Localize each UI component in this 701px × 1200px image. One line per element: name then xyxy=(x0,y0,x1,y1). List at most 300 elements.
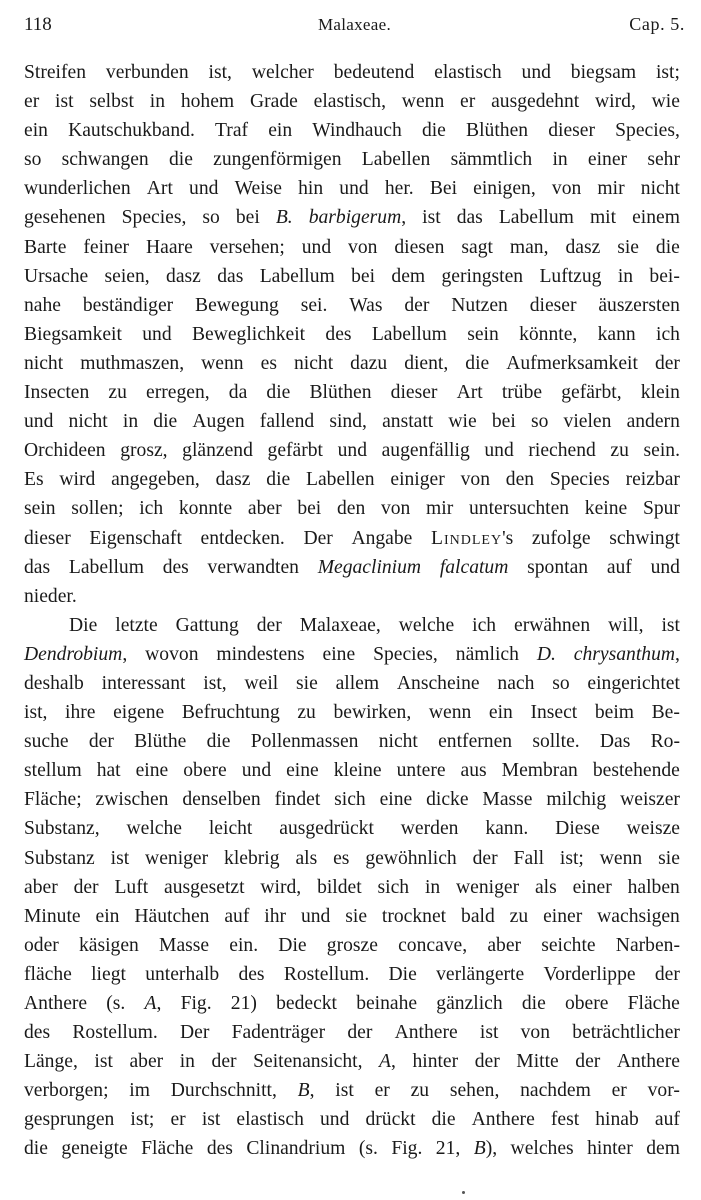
word: sei. xyxy=(300,294,328,316)
word: von xyxy=(551,178,582,200)
text-line xyxy=(24,960,680,989)
word: Blüthen xyxy=(309,382,372,404)
text-line xyxy=(24,87,680,116)
word: untersuchten xyxy=(468,498,570,520)
word: Ursache xyxy=(24,265,89,287)
word: auf xyxy=(606,556,632,578)
word: das xyxy=(456,207,483,229)
text-line xyxy=(24,785,680,814)
word: einiger xyxy=(390,469,445,491)
italic-word: B xyxy=(297,1080,310,1102)
word: auf xyxy=(654,1109,680,1131)
text-line xyxy=(24,1134,680,1163)
word: welche xyxy=(126,818,182,840)
word: ich xyxy=(472,614,497,636)
word: sein. xyxy=(643,440,680,462)
word xyxy=(298,1076,315,1105)
word: einer xyxy=(587,149,628,171)
word: und xyxy=(142,323,172,345)
word xyxy=(145,989,162,1018)
page-number: 118 xyxy=(24,14,52,35)
word: Fläche xyxy=(627,993,680,1014)
word: ist xyxy=(201,1109,221,1131)
word: versehen; xyxy=(209,236,285,258)
word: aber xyxy=(247,498,282,520)
word: (s. xyxy=(106,993,126,1014)
word: wird xyxy=(59,469,96,491)
word: ), xyxy=(485,1138,498,1160)
word: Art xyxy=(456,382,483,404)
word: käsigen xyxy=(79,934,139,956)
word: ein. xyxy=(229,934,259,956)
text-line xyxy=(24,436,680,465)
word: er xyxy=(374,1080,390,1102)
word: sein xyxy=(467,323,499,345)
word: der xyxy=(654,352,680,374)
word: auf xyxy=(224,905,250,927)
word: weniger xyxy=(145,847,209,869)
text-line xyxy=(24,698,680,727)
italic-word: A xyxy=(144,993,157,1014)
word: nicht xyxy=(640,178,680,200)
word: Species xyxy=(549,469,610,491)
word: Labellum xyxy=(498,207,574,229)
word: Anthere xyxy=(616,1051,680,1073)
word: gesehenen xyxy=(24,207,106,229)
page-header xyxy=(24,14,685,40)
word: anstatt xyxy=(382,411,434,433)
word: seichte xyxy=(541,934,596,956)
word: keine xyxy=(584,498,628,520)
word: in xyxy=(617,265,634,287)
word: die xyxy=(465,352,490,374)
word: aber xyxy=(24,876,58,898)
word: letzte xyxy=(115,614,158,636)
word: Fläche; xyxy=(24,789,82,811)
word: hin xyxy=(298,178,324,200)
word: her. xyxy=(384,178,414,200)
word: schwangen xyxy=(61,149,149,171)
word: der xyxy=(404,294,430,316)
word: des xyxy=(206,1138,233,1160)
word: Insect xyxy=(530,702,578,724)
text-line xyxy=(24,931,680,960)
word: als xyxy=(534,876,557,898)
word: er xyxy=(460,91,476,113)
word: Ro- xyxy=(650,731,680,753)
word: einer xyxy=(572,876,612,898)
word: hat xyxy=(96,760,121,782)
word: allem xyxy=(335,672,380,694)
text-line xyxy=(24,902,680,931)
word: dieser xyxy=(548,120,595,142)
text-line xyxy=(24,553,680,582)
word: spontan xyxy=(527,556,589,578)
word: seien, xyxy=(104,265,150,287)
word: die xyxy=(206,731,231,753)
word xyxy=(474,1134,497,1163)
text-line xyxy=(24,727,680,756)
word: leicht xyxy=(208,818,253,840)
word: ist xyxy=(94,1051,113,1073)
text-line xyxy=(24,349,680,378)
word: bedeckt xyxy=(276,993,338,1014)
word: Species, xyxy=(373,643,438,665)
word: und xyxy=(301,236,332,258)
word: Minute xyxy=(24,905,81,927)
word: den xyxy=(336,498,366,520)
word: erwähnen xyxy=(514,614,591,636)
word: Art xyxy=(146,178,173,200)
word: Traf xyxy=(215,120,249,142)
word: der xyxy=(347,1022,373,1044)
word: gesprungen xyxy=(24,1109,115,1131)
word: kann. xyxy=(485,818,529,840)
word: es xyxy=(260,352,277,374)
word: dem xyxy=(391,265,426,287)
word: elastisch, xyxy=(313,91,386,113)
word: Eigenschaft xyxy=(89,527,182,549)
italic-word: Dendrobium xyxy=(24,643,123,665)
word: bewirken, xyxy=(333,702,412,724)
word: wovon xyxy=(145,643,199,665)
word: obere xyxy=(183,760,227,782)
text-line xyxy=(24,291,680,320)
word: Blüthen xyxy=(466,120,529,142)
word: dem xyxy=(646,1138,680,1160)
word: denselben xyxy=(182,789,261,811)
word: vor- xyxy=(647,1080,680,1102)
word: geneigte xyxy=(61,1138,128,1160)
word: Anthere xyxy=(394,1022,458,1044)
text-line xyxy=(24,203,680,232)
word: Species, xyxy=(615,120,680,142)
word: und xyxy=(319,1109,350,1131)
word: dasz xyxy=(166,265,201,287)
word: Species, xyxy=(121,207,187,229)
word: aber xyxy=(129,1051,164,1073)
word: hinter xyxy=(412,1051,459,1073)
word: und xyxy=(241,760,272,782)
text-line xyxy=(24,1047,680,1076)
word: von xyxy=(460,469,490,491)
word: obere xyxy=(564,993,609,1014)
text-line xyxy=(24,844,680,873)
word: Vorderlippe xyxy=(543,963,636,985)
word: des xyxy=(238,963,265,985)
word: wenn xyxy=(428,702,472,724)
word: mit xyxy=(589,207,617,229)
italic-word: falcatum xyxy=(439,556,509,578)
word: ist, xyxy=(203,672,227,694)
word: ist, xyxy=(24,702,48,724)
word: dient, xyxy=(404,352,449,374)
italic-word: B xyxy=(473,1138,486,1160)
word: welche xyxy=(398,614,455,636)
word: zu xyxy=(297,702,316,724)
word: Substanz xyxy=(24,847,95,869)
word: selbst xyxy=(89,91,134,113)
word: Anscheine xyxy=(396,672,480,694)
word: eine xyxy=(322,643,356,665)
word: Was xyxy=(349,294,383,316)
italic-word: D. xyxy=(536,643,556,665)
word: biegsam xyxy=(570,62,637,83)
word: aber xyxy=(487,934,522,956)
word: in xyxy=(552,149,568,171)
text-line xyxy=(24,582,680,611)
word: kleine xyxy=(333,760,382,782)
word: der xyxy=(256,614,282,636)
word: Fall xyxy=(513,847,545,869)
word: bestehende xyxy=(592,760,680,782)
text-line xyxy=(24,465,680,494)
text-line xyxy=(24,378,680,407)
word: der xyxy=(474,1051,500,1073)
text-line xyxy=(24,1018,680,1047)
word: diesen xyxy=(394,236,445,258)
word: Nutzen xyxy=(451,294,508,316)
word: der xyxy=(575,1051,601,1073)
word: sie xyxy=(617,236,639,258)
word: ein xyxy=(95,905,120,927)
word: so xyxy=(24,149,42,171)
word: Barte xyxy=(24,236,67,258)
word: andern xyxy=(626,411,680,433)
word: ausgesetzt xyxy=(164,876,245,898)
word: sehen, xyxy=(449,1080,500,1102)
word: stellum xyxy=(24,760,82,782)
word: Luftzug xyxy=(539,265,602,287)
word: Anthere xyxy=(24,993,88,1014)
word: liegt xyxy=(91,963,126,985)
word: Labellum xyxy=(259,265,335,287)
word: wenn xyxy=(401,91,445,113)
word: , xyxy=(122,643,128,665)
word: wie xyxy=(448,411,477,433)
word: , xyxy=(391,1051,396,1073)
word: bei- xyxy=(649,265,680,287)
word: glänzend xyxy=(182,440,253,462)
word: zu xyxy=(509,905,529,927)
word: Aufmerksamkeit xyxy=(506,352,638,374)
word: wie xyxy=(651,91,680,113)
word: im xyxy=(129,1080,150,1102)
word: des xyxy=(325,323,352,345)
word: bei xyxy=(351,265,376,287)
word: 21) xyxy=(230,993,257,1014)
word: Häutchen xyxy=(134,905,210,927)
word: hohem xyxy=(180,91,235,113)
word: aus xyxy=(460,760,487,782)
word xyxy=(431,524,513,553)
word: interessant xyxy=(101,672,186,694)
word: ist, xyxy=(208,62,232,83)
word: klein xyxy=(640,382,680,404)
word: deshalb xyxy=(24,672,84,694)
word: dieser xyxy=(390,382,438,404)
word: , xyxy=(309,1080,315,1102)
word: weiszer xyxy=(620,789,680,811)
word: sagt xyxy=(461,236,493,258)
word: Clinandrium xyxy=(246,1138,346,1160)
text-line xyxy=(24,640,680,669)
word: ist; xyxy=(130,1109,155,1131)
word: Labellum xyxy=(68,556,144,578)
word: dieser xyxy=(24,527,71,549)
word: 21, xyxy=(435,1138,461,1160)
word: hinab xyxy=(595,1109,639,1131)
word: hinter xyxy=(587,1138,633,1160)
word: die xyxy=(266,469,291,491)
word: weniger xyxy=(456,876,520,898)
word: entdecken. xyxy=(200,527,285,549)
word: augenfällig xyxy=(381,440,470,462)
word: wird, xyxy=(595,91,636,113)
word: , xyxy=(401,207,407,229)
word: eigene xyxy=(113,702,165,724)
word: ist xyxy=(661,614,680,636)
text-line xyxy=(24,989,680,1018)
word: grosze xyxy=(326,934,378,956)
word: von xyxy=(380,498,411,520)
word: in xyxy=(149,91,166,113)
word: bald xyxy=(461,905,495,927)
word: Fig. xyxy=(180,993,212,1014)
word: Haare xyxy=(146,236,193,258)
word: dasz xyxy=(565,236,601,258)
word: Labellum xyxy=(371,323,447,345)
word: nicht xyxy=(24,352,64,374)
word: ausgedehnt xyxy=(491,91,580,113)
word: einem xyxy=(632,207,680,229)
word xyxy=(24,640,127,669)
word: nicht xyxy=(293,352,334,374)
italic-word: B. xyxy=(275,207,293,229)
word: die xyxy=(153,411,178,433)
word: oder xyxy=(24,934,59,956)
word: ist; xyxy=(559,847,584,869)
word: zufolge xyxy=(531,527,591,549)
word: verwandten xyxy=(207,556,299,578)
word: verbunden xyxy=(105,62,189,83)
word: nachdem xyxy=(520,1080,591,1102)
word xyxy=(379,1047,396,1076)
word: ihre xyxy=(65,702,96,724)
word: beim xyxy=(594,702,635,724)
word: , xyxy=(156,993,162,1014)
word: Es xyxy=(24,469,44,491)
word: und xyxy=(521,62,551,83)
word: ein xyxy=(268,120,293,142)
body-text xyxy=(24,58,680,1164)
word: Labellen xyxy=(306,469,375,491)
word: grosz, xyxy=(120,440,168,462)
word: trocknet xyxy=(381,905,447,927)
word: (s. xyxy=(358,1138,378,1160)
word: so xyxy=(530,411,549,433)
text-line xyxy=(24,116,680,145)
word: das xyxy=(24,556,51,578)
word: bildet xyxy=(317,876,362,898)
word: findet xyxy=(274,789,321,811)
word: Anthere xyxy=(471,1109,535,1131)
word: Windhauch xyxy=(312,120,402,142)
word: Malaxeae, xyxy=(299,614,381,636)
word: bei xyxy=(235,207,260,229)
word: elastisch xyxy=(434,62,502,83)
word: in xyxy=(424,876,441,898)
word: , xyxy=(675,643,680,665)
word: ist xyxy=(422,207,441,229)
word: die xyxy=(431,1109,456,1131)
word: Diese xyxy=(555,818,600,840)
word: fallend xyxy=(259,411,315,433)
word: angegeben, xyxy=(111,469,200,491)
word: Länge, xyxy=(24,1051,78,1073)
word: feiner xyxy=(83,236,130,258)
word: zu xyxy=(410,1080,430,1102)
word: und xyxy=(650,556,680,578)
word: schwingt xyxy=(609,527,680,549)
word: die xyxy=(655,236,680,258)
word: wunderlichen xyxy=(24,178,131,200)
word: dazu xyxy=(350,352,388,374)
word: die xyxy=(421,120,446,142)
word: der xyxy=(472,847,498,869)
word: sollte. xyxy=(532,731,580,753)
word: Grade xyxy=(249,91,298,113)
word: die xyxy=(521,993,546,1014)
word: so xyxy=(202,207,220,229)
text-line xyxy=(24,611,680,640)
word: reizbar xyxy=(625,469,680,491)
text-line xyxy=(24,1105,680,1134)
word: nieder. xyxy=(24,585,77,607)
word: weisze xyxy=(626,818,680,840)
word: Fadenträger xyxy=(231,1022,326,1044)
word: Luft xyxy=(114,876,149,898)
word: und xyxy=(24,411,54,433)
italic-word: chrysanthum xyxy=(573,643,676,665)
word: Mitte xyxy=(516,1051,559,1073)
word: Bei xyxy=(429,178,458,200)
word: gewöhnlich xyxy=(365,847,457,869)
word: die xyxy=(24,1138,48,1160)
word: nämlich xyxy=(455,643,519,665)
word: von xyxy=(520,1022,551,1044)
word: er xyxy=(611,1080,627,1102)
text-line xyxy=(24,233,680,262)
word: Orchideen xyxy=(24,440,106,462)
word: sie xyxy=(658,847,680,869)
word: erregen, xyxy=(146,382,210,404)
word: ihr xyxy=(264,905,287,927)
word: man, xyxy=(509,236,549,258)
word: trübe xyxy=(501,382,543,404)
word: ist xyxy=(55,91,74,113)
word: in xyxy=(122,411,139,433)
word: einigen, xyxy=(473,178,536,200)
word: zwischen xyxy=(95,789,169,811)
text-line xyxy=(24,145,680,174)
word: von xyxy=(348,236,378,258)
word: eine xyxy=(135,760,169,782)
word: da xyxy=(228,382,248,404)
word: und xyxy=(189,178,219,200)
word: und xyxy=(300,905,331,927)
word: Pollenmassen xyxy=(250,731,359,753)
